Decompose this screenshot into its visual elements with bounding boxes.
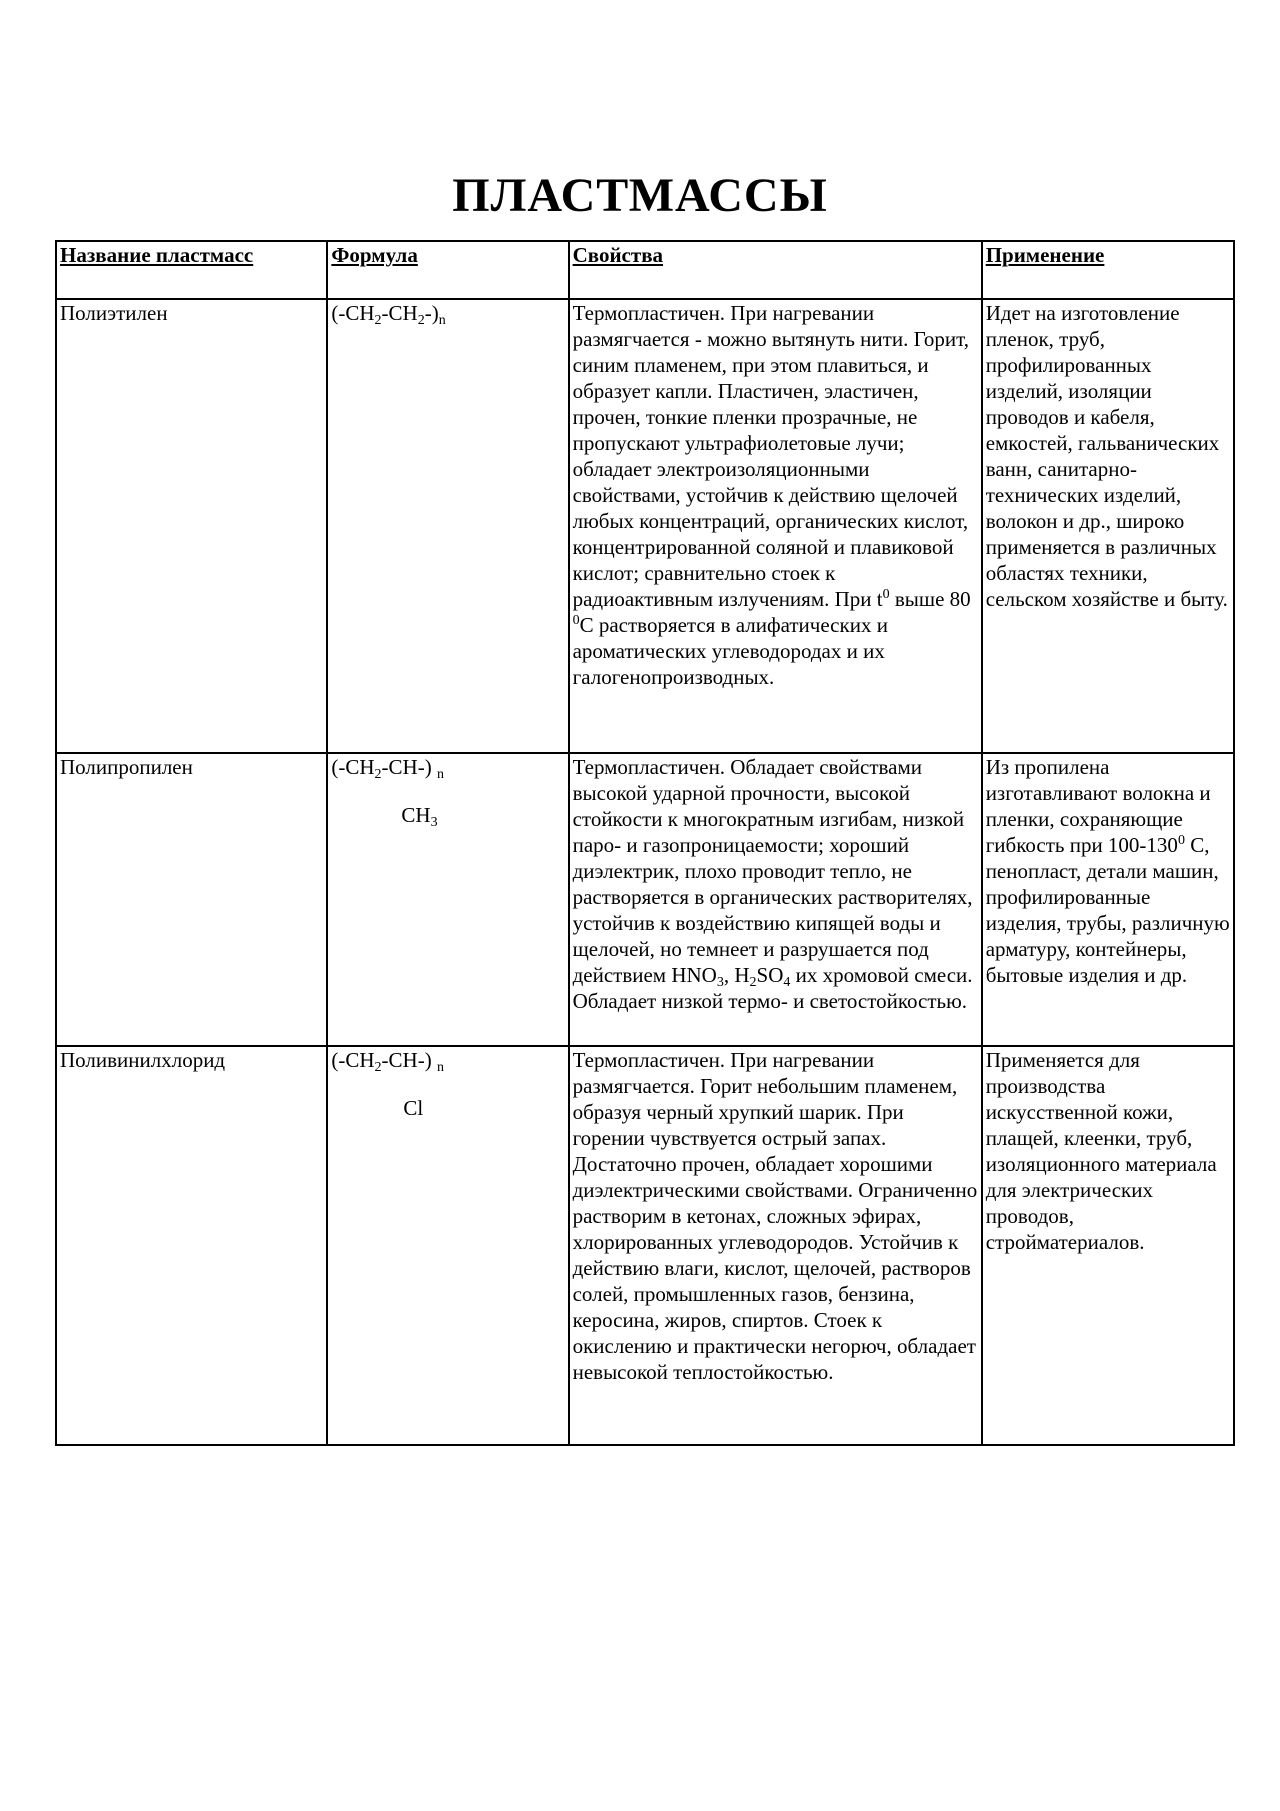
formula-main: $(-CH_2-CH-)$ $_n$ — [331, 1048, 444, 1075]
table-header-row — [56, 241, 1234, 299]
cell-formula — [327, 1046, 568, 1445]
page-title: ПЛАСТМАССЫ — [452, 169, 828, 222]
cell-properties: Термопластичен. При нагревании размягчается - можно вытянуть нити. Горит, синим пламенем, при этом плавиться, и образует капли. Пластичен, эластичен, прочен, тонкие пленки прозрачные, не пропускают ультрафиолетовые лучи; обладает электроизоляционными свойствами, устойчив к действию щелочей любых концентраций, органических кислот, концентрированной соляной и плавиковой кислот; сравнительно стоек к радиоактивным излучениям. При $t^0$ выше 80 $^0$С растворяется в алифатических и ароматических углеводородах и их галогенопроизводных. — [569, 299, 982, 753]
cell-properties: Термопластичен. При нагревании размягчается. Горит небольшим пламенем, образуя черный хрупкий шарик. При горении чувствуется острый запах. Достаточно прочен, обладает хорошими диэлектрическими свойствами. Ограниченно растворим в кетонах, сложных эфирах, хлорированных углеводородов. Устойчив к действию влаги, кислот, щелочей, растворов солей, промышленных газов, бензина, керосина, жиров, спиртов. Стоек к окислению и практически негорюч, обладает невысокой теплостойкостью. — [569, 1046, 982, 1445]
formula-main: $(-CH_2-CH_2-)_n$ — [331, 301, 446, 328]
cell-formula — [327, 753, 568, 1046]
header-properties: Свойства — [569, 241, 982, 299]
cell-name: Полиэтилен — [56, 299, 327, 753]
cell-application: Применяется для производства искусственной кожи, плащей, клеенки, труб, изоляционного материала для электрических проводов, стройматериалов. — [982, 1046, 1234, 1445]
cell-application: Идет на изготовление пленок, труб, профилированных изделий, изоляции проводов и кабеля, емкостей, гальванических ванн, санитарно-технических изделий, волокон и др., широко применяется в различных областях техники, сельском хозяйстве и быту. — [982, 299, 1234, 753]
formula-side-group: Cl — [403, 1096, 424, 1120]
header-formula: Формула — [327, 241, 568, 299]
plastics-table — [55, 240, 1235, 1446]
table-row — [56, 299, 1234, 753]
table-row — [56, 1046, 1234, 1445]
header-name: Название пластмасс — [56, 241, 327, 299]
cell-application: Из пропилена изготавливают волокна и пленки, сохраняющие гибкость при $100-130^0$ С, пенопласт, детали машин, профилированные изделия, трубы, различную арматуру, контейнеры, бытовые изделия и др. — [982, 753, 1234, 1046]
formula-side-group: $CH_3$ — [401, 803, 438, 830]
header-application: Применение — [982, 241, 1234, 299]
cell-formula — [327, 299, 568, 753]
formula-main: $(-CH_2-CH-)$ $_n$ — [331, 755, 444, 782]
cell-name: Поливинилхлорид — [56, 1046, 327, 1445]
cell-name: Полипропилен — [56, 753, 327, 1046]
table-row — [56, 753, 1234, 1046]
cell-properties: Термопластичен. Обладает свойствами высокой ударной прочности, высокой стойкости к многократным изгибам, низкой паро- и газопроницаемости; хороший диэлектрик, плохо проводит тепло, не растворяется в органических растворителях, устойчив к воздействию кипящей воды и щелочей, но темнеет и разрушается под действием $HNO_3$, $H_2SO_4$ их хромовой смеси. Обладает низкой термо- и светостойкостью. — [569, 753, 982, 1046]
